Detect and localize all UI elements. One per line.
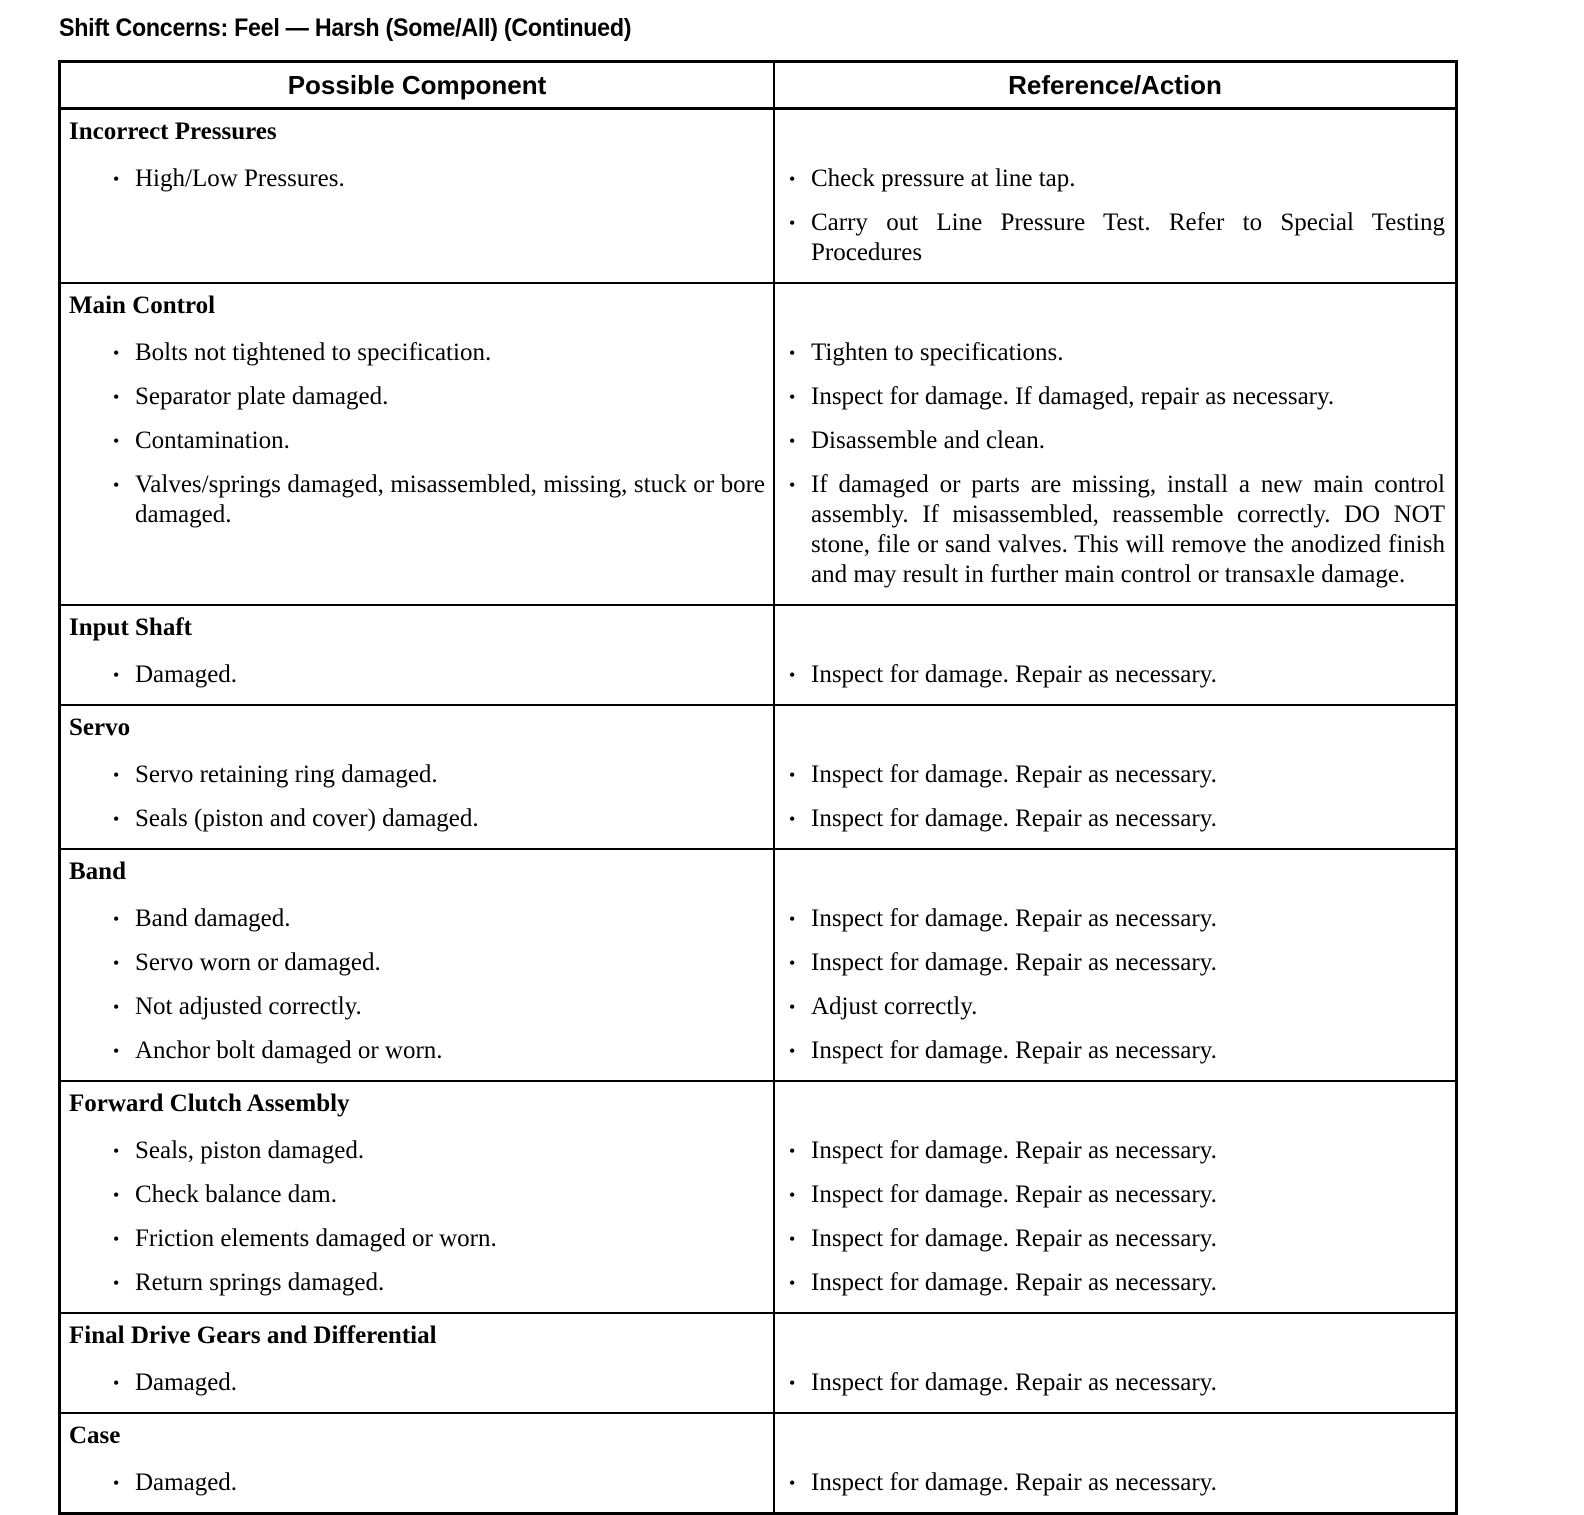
component-item-text: Return springs damaged. bbox=[135, 1269, 385, 1296]
table-body bbox=[61, 110, 1455, 1512]
action-item bbox=[783, 654, 1445, 698]
action-item bbox=[783, 942, 1445, 986]
component-item bbox=[69, 420, 765, 464]
component-item-text: Damaged. bbox=[135, 1469, 238, 1496]
heading-spacer bbox=[783, 114, 1445, 158]
bullet-icon: • bbox=[113, 1373, 120, 1393]
bullet-icon: • bbox=[789, 1041, 796, 1061]
action-item-text: Inspect for damage. Repair as necessary. bbox=[811, 761, 1217, 788]
bullet-icon: • bbox=[113, 1141, 120, 1161]
component-cell bbox=[61, 284, 775, 604]
component-item bbox=[69, 1262, 765, 1306]
component-item bbox=[69, 158, 765, 202]
action-item-text: Inspect for damage. Repair as necessary. bbox=[811, 1269, 1217, 1296]
action-item bbox=[783, 376, 1445, 420]
component-item-text: Damaged. bbox=[135, 1369, 238, 1396]
bullet-icon: • bbox=[789, 1229, 796, 1249]
component-item-text: Friction elements damaged or worn. bbox=[135, 1225, 497, 1252]
component-item bbox=[69, 332, 765, 376]
action-item-text: Disassemble and clean. bbox=[811, 427, 1045, 454]
bullet-icon: • bbox=[789, 997, 796, 1017]
page-title: Shift Concerns: Feel — Harsh (Some/All) (Continued) bbox=[59, 14, 632, 42]
bullet-icon: • bbox=[113, 665, 120, 685]
action-item-text: Inspect for damage. Repair as necessary. bbox=[811, 1037, 1217, 1064]
component-item bbox=[69, 754, 765, 798]
table-header bbox=[61, 63, 1455, 110]
component-heading: Final Drive Gears and Differential bbox=[69, 1322, 437, 1349]
action-item-text: Inspect for damage. Repair as necessary. bbox=[811, 805, 1217, 832]
bullet-icon: • bbox=[789, 343, 796, 363]
component-item bbox=[69, 376, 765, 420]
action-item bbox=[783, 1262, 1445, 1306]
bullet-icon: • bbox=[113, 1185, 120, 1205]
action-item bbox=[783, 986, 1445, 1030]
component-item bbox=[69, 1174, 765, 1218]
action-item bbox=[783, 1462, 1445, 1506]
bullet-icon: • bbox=[789, 765, 796, 785]
component-item-text: Seals, piston damaged. bbox=[135, 1137, 365, 1164]
bullet-icon: • bbox=[789, 665, 796, 685]
action-item bbox=[783, 420, 1445, 464]
action-item-text: Check pressure at line tap. bbox=[811, 165, 1076, 192]
action-item-text: Inspect for damage. Repair as necessary. bbox=[811, 1137, 1217, 1164]
component-item bbox=[69, 1130, 765, 1174]
action-item bbox=[783, 754, 1445, 798]
heading-spacer bbox=[783, 610, 1445, 654]
bullet-icon: • bbox=[113, 475, 120, 495]
action-item-text: Inspect for damage. Repair as necessary. bbox=[811, 661, 1217, 688]
action-item-text: Inspect for damage. Repair as necessary. bbox=[811, 1181, 1217, 1208]
action-item-text: Inspect for damage. Repair as necessary. bbox=[811, 1469, 1217, 1496]
component-cell bbox=[61, 850, 775, 1080]
component-item-text: Separator plate damaged. bbox=[135, 383, 389, 410]
component-cell bbox=[61, 706, 775, 848]
component-item bbox=[69, 464, 765, 598]
action-item bbox=[783, 1030, 1445, 1074]
action-item bbox=[783, 1362, 1445, 1406]
bullet-icon: • bbox=[113, 953, 120, 973]
action-item-text: Inspect for damage. If damaged, repair as necessary. bbox=[811, 383, 1335, 410]
table-row bbox=[61, 110, 1455, 284]
action-item-text: Inspect for damage. Repair as necessary. bbox=[811, 905, 1217, 932]
action-item-text: Adjust correctly. bbox=[811, 993, 978, 1020]
component-heading: Case bbox=[69, 1422, 121, 1449]
component-item-text: Servo worn or damaged. bbox=[135, 949, 381, 976]
action-item bbox=[783, 332, 1445, 376]
action-item bbox=[783, 158, 1445, 202]
bullet-icon: • bbox=[113, 809, 120, 829]
heading-spacer bbox=[783, 1318, 1445, 1362]
component-heading: Servo bbox=[69, 714, 131, 741]
component-item-text: Anchor bolt damaged or worn. bbox=[135, 1037, 443, 1064]
component-item bbox=[69, 1362, 765, 1406]
action-item bbox=[783, 1174, 1445, 1218]
component-item bbox=[69, 1218, 765, 1262]
component-cell bbox=[61, 1082, 775, 1312]
component-item bbox=[69, 986, 765, 1030]
bullet-icon: • bbox=[113, 387, 120, 407]
bullet-icon: • bbox=[113, 169, 120, 189]
action-item bbox=[783, 1218, 1445, 1262]
bullet-icon: • bbox=[113, 1041, 120, 1061]
table-row bbox=[61, 284, 1455, 606]
bullet-icon: • bbox=[789, 213, 796, 233]
bullet-icon: • bbox=[789, 431, 796, 451]
action-item bbox=[783, 464, 1445, 598]
action-item-text: Inspect for damage. Repair as necessary. bbox=[811, 1369, 1217, 1396]
table-row bbox=[61, 706, 1455, 850]
action-item-text: Carry out Line Pressure Test. Refer to Special Testing Procedures bbox=[811, 209, 1445, 266]
bullet-icon: • bbox=[789, 1373, 796, 1393]
component-item-text: Contamination. bbox=[135, 427, 290, 454]
action-cell bbox=[775, 1414, 1455, 1512]
component-item-text: Check balance dam. bbox=[135, 1181, 337, 1208]
action-item-text: Inspect for damage. Repair as necessary. bbox=[811, 949, 1217, 976]
component-item-text: Seals (piston and cover) damaged. bbox=[135, 805, 479, 832]
action-cell bbox=[775, 850, 1455, 1080]
column-header-component: Possible Component bbox=[61, 63, 775, 107]
heading-spacer bbox=[783, 710, 1445, 754]
heading-spacer bbox=[783, 1086, 1445, 1130]
action-item bbox=[783, 898, 1445, 942]
action-cell bbox=[775, 1082, 1455, 1312]
action-item bbox=[783, 798, 1445, 842]
component-item-text: Damaged. bbox=[135, 661, 238, 688]
bullet-icon: • bbox=[113, 431, 120, 451]
component-heading: Forward Clutch Assembly bbox=[69, 1090, 350, 1117]
action-cell bbox=[775, 1314, 1455, 1412]
column-header-action: Reference/Action bbox=[1008, 69, 1222, 100]
component-item-text: Bolts not tightened to specification. bbox=[135, 339, 492, 366]
component-item bbox=[69, 942, 765, 986]
component-item-text: Servo retaining ring damaged. bbox=[135, 761, 438, 788]
action-cell bbox=[775, 706, 1455, 848]
action-item bbox=[783, 1130, 1445, 1174]
bullet-icon: • bbox=[113, 997, 120, 1017]
bullet-icon: • bbox=[113, 1229, 120, 1249]
bullet-icon: • bbox=[789, 953, 796, 973]
action-cell bbox=[775, 110, 1455, 282]
action-item bbox=[783, 202, 1445, 276]
component-item-text: High/Low Pressures. bbox=[135, 165, 345, 192]
bullet-icon: • bbox=[113, 765, 120, 785]
component-heading: Input Shaft bbox=[69, 614, 192, 641]
component-item bbox=[69, 1462, 765, 1506]
bullet-icon: • bbox=[789, 1473, 796, 1493]
component-heading: Incorrect Pressures bbox=[69, 118, 277, 145]
action-item-text: Tighten to specifications. bbox=[811, 339, 1064, 366]
bullet-icon: • bbox=[789, 1273, 796, 1293]
bullet-icon: • bbox=[789, 1185, 796, 1205]
bullet-icon: • bbox=[113, 1273, 120, 1293]
action-item-text: Inspect for damage. Repair as necessary. bbox=[811, 1225, 1217, 1252]
bullet-icon: • bbox=[113, 343, 120, 363]
component-cell bbox=[61, 1314, 775, 1412]
table-row bbox=[61, 1314, 1455, 1414]
component-item-text: Valves/springs damaged, misassembled, missing, stuck or bore damaged. bbox=[135, 471, 765, 528]
diagnosis-table bbox=[58, 60, 1458, 1515]
component-item bbox=[69, 654, 765, 698]
heading-spacer bbox=[783, 854, 1445, 898]
bullet-icon: • bbox=[789, 387, 796, 407]
bullet-icon: • bbox=[789, 475, 796, 495]
component-item bbox=[69, 898, 765, 942]
component-heading: Band bbox=[69, 858, 126, 885]
bullet-icon: • bbox=[113, 909, 120, 929]
component-heading: Main Control bbox=[69, 292, 216, 319]
action-cell bbox=[775, 606, 1455, 704]
component-item-text: Band damaged. bbox=[135, 905, 291, 932]
component-cell bbox=[61, 606, 775, 704]
bullet-icon: • bbox=[113, 1473, 120, 1493]
action-item-text: If damaged or parts are missing, install a new main control assembly. If misassembled, reassemble correctly. DO NOT stone, file or sand valves. This will remove the anodized finish and may result in further main control or transaxle damage. bbox=[811, 471, 1445, 588]
action-cell bbox=[775, 284, 1455, 604]
table-row bbox=[61, 850, 1455, 1082]
bullet-icon: • bbox=[789, 169, 796, 189]
heading-spacer bbox=[783, 1418, 1445, 1462]
bullet-icon: • bbox=[789, 909, 796, 929]
component-item-text: Not adjusted correctly. bbox=[135, 993, 362, 1020]
table-row bbox=[61, 1414, 1455, 1512]
component-cell bbox=[61, 1414, 775, 1512]
bullet-icon: • bbox=[789, 1141, 796, 1161]
heading-spacer bbox=[783, 288, 1445, 332]
component-cell bbox=[61, 110, 775, 282]
bullet-icon: • bbox=[789, 809, 796, 829]
component-item bbox=[69, 798, 765, 842]
table-row bbox=[61, 1082, 1455, 1314]
component-item bbox=[69, 1030, 765, 1074]
table-row bbox=[61, 606, 1455, 706]
